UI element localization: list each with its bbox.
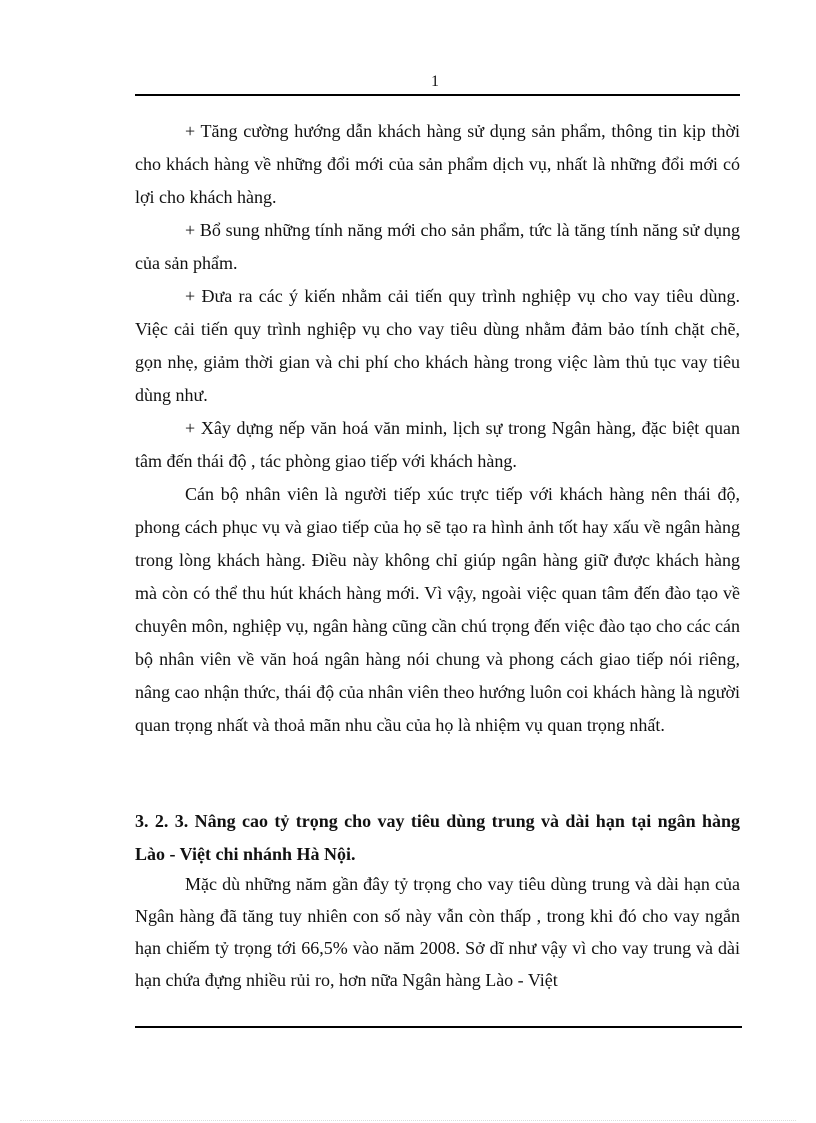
paragraph: + Tăng cường hướng dẫn khách hàng sử dụng sản phẩm, thông tin kịp thời cho khách hàng về những đổi mới của sản phẩm dịch vụ, nhất là những đổi mới có lợi cho khách hàng.	[135, 121, 740, 207]
header-rule	[135, 94, 740, 96]
paragraph: Mặc dù những năm gần đây tỷ trọng cho vay tiêu dùng trung và dài hạn của Ngân hàng đã tăng tuy nhiên con số này vẫn còn thấp , trong khi đó cho vay ngắn hạn chiếm tỷ trọng tới 66,5% vào năm 2008. Sở dĩ như vậy vì cho vay trung và dài hạn chứa đựng nhiều rủi ro, hơn nữa Ngân hàng Lào - Việt	[135, 874, 740, 990]
body-text	[135, 115, 740, 742]
page-number: 1	[431, 73, 439, 90]
paragraph: + Bổ sung những tính năng mới cho sản phẩm, tức là tăng tính năng sử dụng của sản phẩm.	[135, 220, 740, 273]
section-body	[135, 868, 740, 996]
paragraph: Cán bộ nhân viên là người tiếp xúc trực tiếp với khách hàng nên thái độ, phong cách phục vụ và giao tiếp của họ sẽ tạo ra hình ảnh tốt hay xấu về ngân hàng trong lòng khách hàng. Điều này không chỉ giúp ngân hàng giữ được khách hàng mà còn có thể thu hút khách hàng mới. Vì vậy, ngoài việc quan tâm đến đào tạo về chuyên môn, nghiệp vụ, ngân hàng cũng cần chú trọng đến việc đào tạo cho các cán bộ nhân viên về văn hoá ngân hàng nói chung và phong cách giao tiếp nói riêng, nâng cao nhận thức, thái độ của nhân viên theo hướng luôn coi khách hàng là người quan trọng nhất và thoả mãn nhu cầu của họ là nhiệm vụ quan trọng nhất.	[135, 484, 740, 735]
paragraph: + Đưa ra các ý kiến nhằm cải tiến quy trình nghiệp vụ cho vay tiêu dùng. Việc cải tiến quy trình nghiệp vụ cho vay tiêu dùng nhằm đảm bảo tính chặt chẽ, gọn nhẹ, giảm thời gian và chi phí cho khách hàng trong việc làm thủ tục vay tiêu dùng như.	[135, 286, 740, 405]
section-heading: 3. 2. 3. Nâng cao tỷ trọng cho vay tiêu dùng trung và dài hạn tại ngân hàng Lào - Việt chi nhánh Hà Nội.	[135, 811, 740, 864]
footer-rule	[135, 1026, 742, 1028]
page-bottom-border	[20, 1120, 796, 1121]
paragraph: + Xây dựng nếp văn hoá văn minh, lịch sự trong Ngân hàng, đặc biệt quan tâm đến thái độ , tác phòng giao tiếp với khách hàng.	[135, 418, 740, 471]
